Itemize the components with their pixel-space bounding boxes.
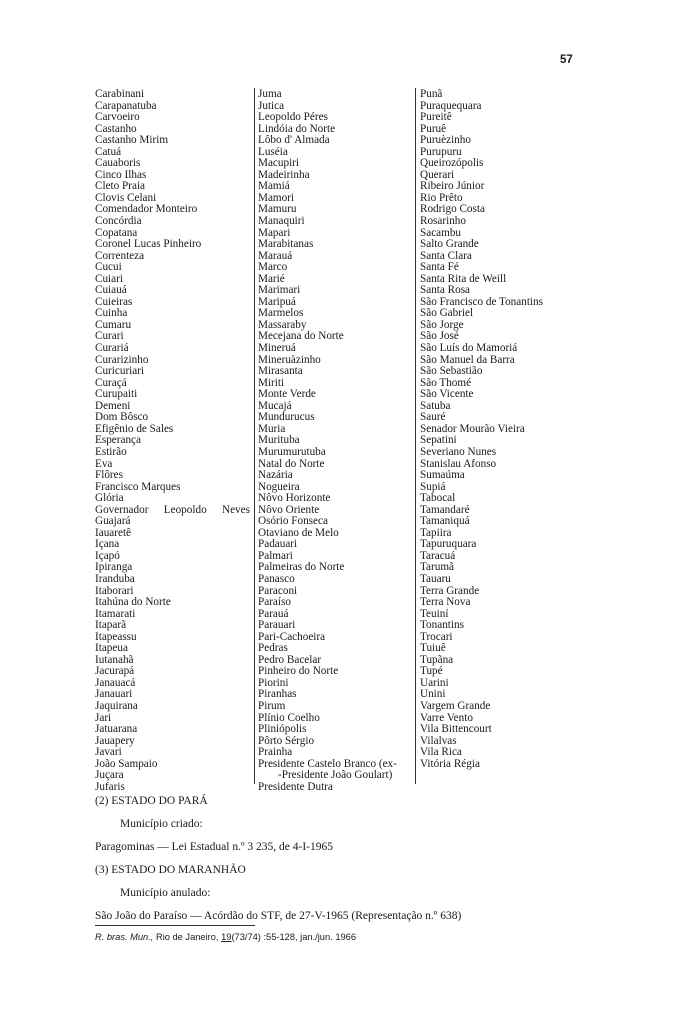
municipality-name: Clovis Celani: [95, 191, 157, 204]
municipality-name: Pliniópolis: [258, 723, 307, 736]
section-heading-para: (2) ESTADO DO PARÁ: [95, 795, 208, 807]
municipality-name: Cleto Praia: [95, 180, 146, 193]
municipality-name: Manaquiri: [258, 215, 305, 228]
footer-issue: (73/74) :55-128, jan./jun. 1966: [231, 932, 357, 942]
municipality-name: Terra Grande: [420, 584, 480, 597]
municipality-name: Carapanatuba: [95, 99, 157, 112]
municipality-name: Tarumã: [420, 561, 455, 574]
municipality-name: Rio Prêto: [420, 191, 463, 204]
municipality-name: São Jorge: [420, 318, 464, 331]
municipality-name: Rodrigo Costa: [420, 203, 485, 216]
municipality-name: Itamarati: [95, 607, 136, 620]
municipality-name: Cuinha: [95, 307, 128, 320]
municipality-name: Mamori: [258, 191, 295, 204]
footer-volume: 19: [221, 932, 232, 942]
municipality-name: Curarizinho: [95, 353, 149, 366]
municipality-name: Plínio Coelho: [258, 711, 320, 724]
municipality-name: Javari: [95, 746, 122, 759]
municipality-name: Jaquirana: [95, 699, 138, 712]
municipality-name: Nôvo Horizonte: [258, 492, 331, 505]
municipality-name: Ipiranga: [95, 561, 133, 574]
municipality-name: Estirão: [95, 445, 127, 458]
section-subheading-para: Município criado:: [120, 818, 203, 830]
municipality-name: Miriti: [258, 376, 285, 389]
footer-rule: [95, 925, 255, 926]
municipality-name: Panasco: [258, 572, 295, 585]
municipality-name: Santa Rosa: [420, 284, 471, 297]
municipality-name: Jufaris: [95, 780, 125, 793]
municipality-name: Piranhas: [258, 688, 297, 701]
footer-citation: [95, 932, 356, 942]
municipality-name: Itaborari: [95, 584, 134, 597]
municipality-name: Concórdia: [95, 215, 142, 228]
municipality-name: Esperança: [95, 434, 141, 447]
municipality-name-part: Governador: [95, 503, 149, 516]
municipality-name: Pari-Cachoeira: [258, 630, 326, 643]
municipality-name: Taracuá: [420, 549, 456, 562]
municipality-name: Coronel Lucas Pinheiro: [95, 238, 202, 251]
municipality-name: Mundurucus: [258, 411, 315, 424]
municipality-name: Vila Bittencourt: [420, 723, 492, 736]
municipality-name: Pinheiro do Norte: [258, 665, 339, 678]
municipality-name: Mamuru: [258, 203, 297, 216]
municipality-name: Janauacá: [95, 676, 136, 689]
municipality-name: Curariá: [95, 342, 129, 355]
municipality-name: São Manuel da Barra: [420, 353, 515, 366]
municipality-name: São Sebastião: [420, 365, 483, 378]
municipality-name: Tamandaré: [420, 503, 470, 516]
municipality-name: Correnteza: [95, 249, 145, 262]
municipality-name: Teuiní: [420, 607, 449, 620]
municipality-name: Itapeua: [95, 642, 128, 655]
municipality-name: Sumaúma: [420, 469, 465, 482]
municipality-name: Osório Fonseca: [258, 515, 328, 528]
municipality-name: Paraíso: [258, 596, 291, 609]
municipality-name: Tonantins: [420, 619, 464, 632]
municipality-name: Parauá: [258, 607, 289, 620]
municipality-name: Guajará: [95, 515, 131, 528]
municipality-name: Cuieiras: [95, 295, 133, 308]
municipality-name: Purupuru: [420, 145, 462, 158]
municipality-name: Eva: [95, 457, 113, 470]
municipality-name: Murituba: [258, 434, 300, 447]
municipality-name: Mecejana do Norte: [258, 330, 344, 343]
municipality-name: Prainha: [258, 746, 293, 759]
municipality-name: Presidente Dutra: [258, 780, 333, 793]
municipality-name: Leopoldo Péres: [258, 111, 328, 124]
municipality-name: Tamaniquá: [420, 515, 470, 528]
municipality-name: Maripuá: [258, 295, 296, 308]
municipality-name: Itahúna do Norte: [95, 596, 171, 609]
municipality-name: Cumaru: [95, 318, 132, 331]
municipality-name: Tupé: [420, 665, 443, 678]
municipality-name: -Presidente João Goulart): [278, 769, 393, 782]
municipality-name: Iranduba: [95, 572, 135, 585]
municipality-name: Pôrto Sérgio: [258, 734, 315, 747]
municipality-name: Tuiuê: [420, 642, 446, 655]
municipality-name: Puraquequara: [420, 99, 482, 112]
municipality-name: São José: [420, 330, 459, 343]
municipality-name: Juçara: [95, 769, 124, 782]
municipality-name: Castanho: [95, 122, 137, 135]
municipality-name: Nogueira: [258, 480, 300, 493]
footer-place: Rio de Janeiro,: [153, 932, 222, 942]
municipality-name-part: Leopoldo: [163, 503, 207, 516]
municipality-name: Içana: [95, 538, 120, 551]
municipality-name: Tabocal: [420, 492, 456, 505]
municipality-name: Ribeiro Júnior: [420, 180, 485, 193]
municipality-name: Vargem Grande: [420, 699, 491, 712]
municipality-name: Jauapery: [95, 734, 135, 747]
municipality-name: Cucui: [95, 261, 122, 274]
municipality-name: Iutanahã: [95, 653, 134, 666]
municipality-name: Tapiira: [420, 526, 452, 539]
municipality-name: Varre Vento: [420, 711, 473, 724]
municipality-name: Vitória Régia: [420, 757, 480, 770]
municipality-name: Puruèzinho: [420, 134, 471, 147]
municipality-name: Piorini: [258, 676, 289, 689]
footer-journal: R. bras. Mun.,: [95, 932, 154, 942]
municipality-name: Mamiá: [258, 180, 290, 193]
municipality-name: Cinco Ilhas: [95, 168, 147, 181]
municipality-name: Paraconi: [258, 584, 298, 597]
municipality-name: Iauaretê: [95, 526, 132, 539]
municipality-name: João Sampaio: [95, 757, 158, 770]
municipality-name: Nazária: [258, 469, 293, 482]
municipality-name: Itapeassu: [95, 630, 137, 643]
municipality-name: Copatana: [95, 226, 138, 239]
municipality-name: Marimari: [258, 284, 301, 297]
municipality-name: Salto Grande: [420, 238, 479, 251]
municipality-name: Murumurutuba: [258, 445, 326, 458]
municipality-name: Pureitê: [420, 111, 452, 124]
municipality-name: Tupãna: [420, 653, 454, 666]
municipality-name: Catuá: [95, 145, 122, 158]
section-entry-para: Paragominas — Lei Estadual n.º 3 235, de 4-I-1965: [95, 841, 333, 853]
municipality-name: Carvoeiro: [95, 111, 140, 124]
municipality-name: Terra Nova: [420, 596, 471, 609]
municipality-name: Castanho Mirim: [95, 134, 169, 147]
municipality-name: Curupaiti: [95, 388, 138, 401]
municipality-name: Itaparã: [95, 619, 127, 632]
municipality-name: Parauari: [258, 619, 296, 632]
municipality-column-3: [420, 89, 590, 770]
municipality-name: Demeni: [95, 399, 131, 412]
municipality-name: Cuiauá: [95, 284, 127, 297]
municipality-name: Içapó: [95, 549, 120, 562]
municipality-name: Santa Clara: [420, 249, 472, 262]
municipality-name: Mineruàzinho: [258, 353, 321, 366]
municipality-name: Otaviano de Melo: [258, 526, 339, 539]
municipality-name: Juma: [258, 88, 282, 100]
municipality-name: Muria: [258, 422, 286, 435]
municipality-name: Mineruá: [258, 342, 296, 355]
municipality-name: Janauari: [95, 688, 133, 701]
municipality-name: Marmelos: [258, 307, 304, 320]
municipality-name: Macupiri: [258, 157, 300, 170]
municipality-name: Sacambu: [420, 226, 462, 239]
column-divider: [415, 88, 416, 784]
municipality-name: São Thomé: [420, 376, 472, 389]
municipality-name: Vilalvas: [420, 734, 457, 747]
municipality-name: Senador Mourão Vieira: [420, 422, 525, 435]
municipality-name: Punã: [420, 88, 443, 100]
municipality-name: Luséia: [258, 145, 288, 158]
municipality-name: Palmari: [258, 549, 293, 562]
municipality-name: Presidente Castelo Branco (ex-: [258, 757, 397, 770]
municipality-name: São Luís do Mamoriá: [420, 342, 518, 355]
section-heading-maranhao: (3) ESTADO DO MARANHÃO: [95, 864, 246, 876]
municipality-name: Vila Rica: [420, 746, 462, 759]
municipality-name: Glória: [95, 492, 124, 505]
municipality-name: Natal do Norte: [258, 457, 325, 470]
municipality-name: Padauari: [258, 538, 298, 551]
municipality-name: Puruê: [420, 122, 447, 135]
municipality-name: Sauré: [420, 411, 446, 424]
municipality-name: Mirasanta: [258, 365, 303, 378]
municipality-name: Comendador Monteiro: [95, 203, 198, 216]
municipality-name: Supiá: [420, 480, 446, 493]
column-divider: [254, 88, 255, 784]
municipality-name: Sepatini: [420, 434, 457, 447]
municipality-name: Trocari: [420, 630, 453, 643]
municipality-name: Pedro Bacelar: [258, 653, 322, 666]
municipality-name: Curari: [95, 330, 124, 343]
municipality-name: Stanislau Afonso: [420, 457, 497, 470]
municipality-name: Carabinani: [95, 88, 145, 100]
municipality-name: Santa Rita de Weill: [420, 272, 507, 285]
municipality-name: Tapuruquara: [420, 538, 477, 551]
municipality-name-part: Neves: [222, 503, 250, 516]
municipality-name: São Vicente: [420, 388, 474, 401]
municipality-name: Efigênio de Sales: [95, 422, 174, 435]
municipality-name: Palmeiras do Norte: [258, 561, 345, 574]
municipality-name: Lôbo d' Almada: [258, 134, 330, 147]
municipality-name: Mapari: [258, 226, 291, 239]
municipality-name: Mucajá: [258, 399, 292, 412]
municipality-name: Pedras: [258, 642, 288, 655]
municipality-name: Marco: [258, 261, 288, 274]
municipality-name: Lindóia do Norte: [258, 122, 336, 135]
municipality-name: Cauaboris: [95, 157, 141, 170]
municipality-name: São Francisco de Tonantins: [420, 295, 543, 308]
municipality-name: Jacurapá: [95, 665, 135, 678]
municipality-name: Querari: [420, 168, 455, 181]
municipality-name: Satuba: [420, 399, 451, 412]
municipality-name: Santa Fé: [420, 261, 459, 274]
municipality-name: Marabitanas: [258, 238, 314, 251]
municipality-name: Massaraby: [258, 318, 307, 331]
municipality-name: Francisco Marques: [95, 480, 181, 493]
municipality-name: Queirozópolis: [420, 157, 484, 170]
municipality-name: Madeirinha: [258, 168, 310, 181]
section-entry-maranhao: São João do Paraíso — Acórdão do STF, de 27-V-1965 (Representação n.º 638): [95, 910, 462, 922]
municipality-column-2: [258, 89, 413, 793]
municipality-name: Dom Bôsco: [95, 411, 149, 424]
municipality-name: Pirum: [258, 699, 286, 712]
municipality-column-1: [95, 89, 250, 793]
municipality-name: Uarini: [420, 676, 449, 689]
municipality-name: São Gabriel: [420, 307, 474, 320]
municipality-name: Unini: [420, 688, 446, 701]
municipality-name: Nôvo Oriente: [258, 503, 320, 516]
page-number: 57: [560, 54, 573, 66]
municipality-name: Marié: [258, 272, 285, 285]
municipality-name: Curicuriari: [95, 365, 145, 378]
municipality-name: Jari: [95, 711, 112, 724]
municipality-name: Jutica: [258, 99, 285, 112]
section-subheading-maranhao: Município anulado:: [120, 887, 211, 899]
municipality-name: Cuiari: [95, 272, 123, 285]
municipality-name: Tauaru: [420, 572, 451, 585]
municipality-name: Jatuarana: [95, 723, 138, 736]
municipality-name: Monte Verde: [258, 388, 316, 401]
municipality-name: Rosarinho: [420, 215, 466, 228]
municipality-name: Marauá: [258, 249, 293, 262]
municipality-name: Severiano Nunes: [420, 445, 497, 458]
municipality-name: Curaçá: [95, 376, 127, 389]
municipality-name: Flôres: [95, 469, 123, 482]
